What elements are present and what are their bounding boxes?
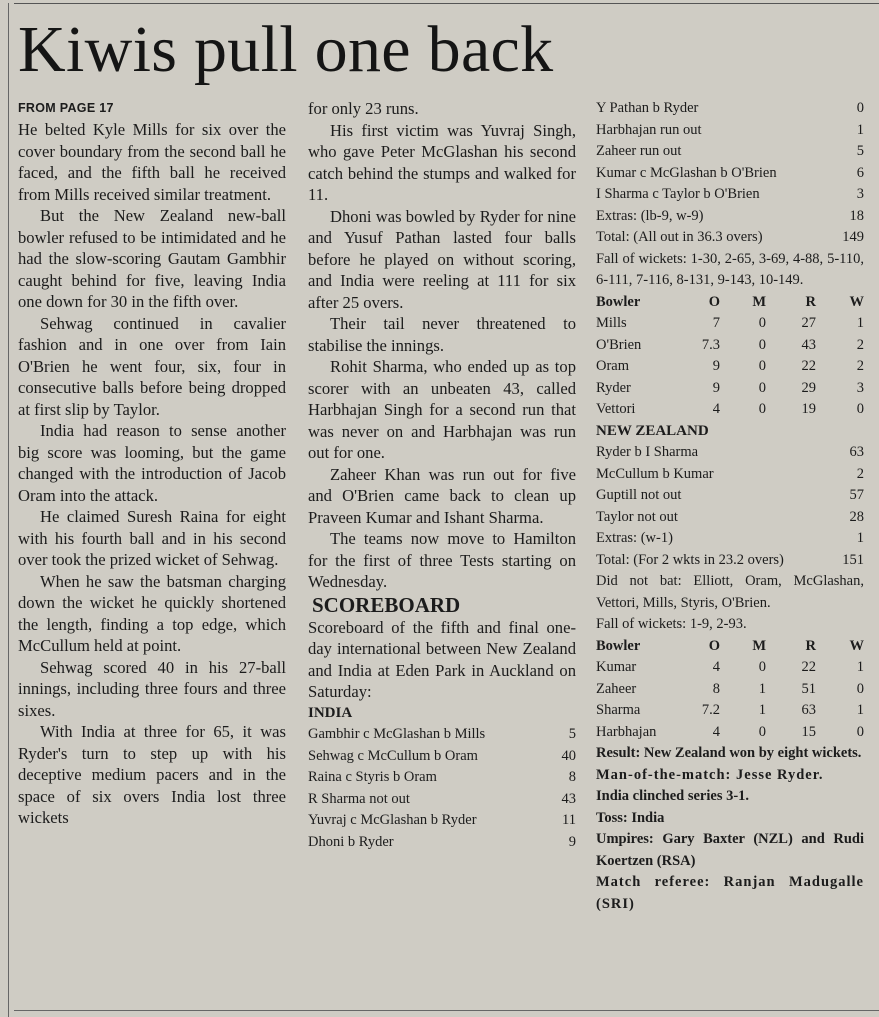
extras-row — [596, 528, 864, 550]
bowler-runs: 51 — [801, 680, 816, 697]
left-rule — [8, 3, 9, 1017]
bowler-runs: 22 — [801, 358, 816, 374]
bowler-name: Harbhajan — [596, 723, 657, 740]
article-paragraph: Zaheer Khan was run out for five and O'Brien came back to clean up Praveen Kumar and Ishant Sharma. — [308, 464, 576, 527]
bowler-runs: 43 — [801, 336, 816, 353]
bowler-overs: 7.3 — [701, 336, 720, 353]
bowler-maidens: 0 — [758, 336, 766, 353]
bowling-row — [596, 356, 864, 378]
bowler-wickets: 2 — [856, 358, 864, 374]
bowling-row — [596, 399, 864, 421]
bowler-overs: 9 — [712, 358, 720, 374]
bowling-col-maidens: M — [752, 293, 766, 310]
batsman-name: Zaheer run out — [596, 143, 682, 159]
batsman-name: Y Pathan b Ryder — [596, 100, 699, 116]
bowler-wickets: 0 — [856, 680, 864, 697]
bowling-col-maidens: M — [752, 637, 766, 654]
batsman-runs: 63 — [849, 444, 864, 460]
total-row — [596, 227, 864, 249]
bowler-runs: 19 — [801, 401, 816, 417]
toss: Toss: India — [596, 809, 665, 826]
bowler-maidens: 0 — [758, 401, 766, 417]
bowler-maidens: 0 — [758, 315, 766, 331]
scoreboard-column — [596, 98, 864, 915]
article-paragraph: Their tail never threatened to stabilise the innings. — [308, 314, 576, 355]
fall-of-wickets: Fall of wickets: 1-30, 2-65, 3-69, 4-88, 5-110, 6-111, 7-116, 8-131, 9-143, 10-149. — [596, 250, 864, 288]
bowler-maidens: 0 — [758, 723, 766, 740]
article-paragraph: Sehwag scored 40 in his 27-ball innings, including three fours and three sixes. — [18, 657, 286, 720]
article-paragraph: His first victim was Yuvraj Singh, who gave Peter McGlashan his second catch behind the stumps and walked for 11. — [308, 120, 576, 204]
batting-row — [596, 184, 864, 206]
batsman-runs: 3 — [856, 186, 864, 202]
batsman-name: R Sharma not out — [308, 790, 410, 807]
batsman-name: Raina c Styris b Oram — [308, 769, 437, 785]
batsman-runs: 57 — [849, 487, 864, 503]
batsman-name: McCullum b Kumar — [596, 465, 714, 482]
headline: Kiwis pull one back — [18, 13, 554, 86]
top-rule — [14, 3, 879, 4]
bowling-row — [596, 679, 864, 701]
total-label: Total: (All out in 36.3 overs) — [596, 229, 763, 245]
bowling-col-wickets: W — [849, 293, 864, 310]
match-result: Result: New Zealand won by eight wickets. — [596, 745, 862, 761]
article-paragraph: He belted Kyle Mills for six over the cover boundary from the second ball he faced, and the fifth ball he received from Mills received similar treatment. — [18, 120, 286, 204]
did-not-bat: Did not bat: Elliott, Oram, McGlashan, Vettori, Mills, Styris, O'Brien. — [596, 573, 864, 611]
bowler-overs: 9 — [712, 379, 720, 396]
bowler-wickets: 3 — [856, 379, 864, 396]
extras-runs: 1 — [856, 530, 864, 546]
article-paragraph: But the New Zealand new-ball bowler refused to be intimidated and he had the slow-scoring Gautam Gambhir caught behind for five, leaving India one down for 30 in the fifth over. — [18, 206, 286, 311]
bowler-wickets: 1 — [856, 659, 864, 675]
bowling-header — [596, 636, 864, 658]
batsman-runs: 2 — [856, 465, 864, 482]
batting-row — [596, 163, 864, 185]
bowling-col-runs: R — [805, 637, 816, 654]
batsman-runs: 43 — [561, 790, 576, 807]
match-referee: Match referee: Ranjan Madugalle (SRI) — [596, 874, 864, 912]
bowler-maidens: 1 — [758, 702, 766, 718]
batting-row — [308, 746, 576, 768]
bowling-row — [596, 378, 864, 400]
bowler-name: Sharma — [596, 702, 641, 718]
bowling-col-bowler: Bowler — [596, 637, 641, 654]
bowler-name: Oram — [596, 358, 630, 374]
bowler-runs: 63 — [801, 702, 816, 718]
bowler-overs: 4 — [712, 401, 720, 417]
batsman-name: Dhoni b Ryder — [308, 833, 394, 850]
batting-row — [596, 442, 864, 464]
batting-row — [596, 120, 864, 142]
total-runs: 151 — [842, 551, 864, 568]
bowler-overs: 7 — [712, 315, 720, 331]
bowler-name: Ryder — [596, 379, 631, 396]
bowling-row — [596, 657, 864, 679]
article-paragraph: Rohit Sharma, who ended up as top scorer with an unbeaten 43, called Harbhajan Singh for a second run that was never on and Harbhajan was run out for one. — [308, 357, 576, 462]
total-label: Total: (For 2 wkts in 23.2 overs) — [596, 551, 784, 568]
man-of-the-match: Man-of-the-match: Jesse Ryder. — [596, 766, 824, 783]
bowling-col-wickets: W — [849, 637, 864, 654]
batting-row — [596, 464, 864, 486]
bowler-wickets: 1 — [856, 702, 864, 718]
bowler-overs: 7.2 — [701, 702, 720, 718]
bowler-maidens: 0 — [758, 659, 766, 675]
batsman-runs: 6 — [856, 164, 864, 181]
bowler-name: Vettori — [596, 401, 636, 417]
batsman-name: Guptill not out — [596, 487, 682, 503]
article-paragraph: Dhoni was bowled by Ryder for nine and Yusuf Pathan lasted four balls before he played on without scoring, and India were reeling at 111 for six after 25 overs. — [308, 206, 576, 312]
bowler-runs: 29 — [801, 379, 816, 396]
batsman-runs: 5 — [856, 143, 864, 159]
bowling-col-runs: R — [805, 293, 816, 310]
scoreboard-intro: Scoreboard of the fifth and final one-day international between New Zealand and India at Eden Park in Auckland on Saturday: — [308, 617, 576, 701]
batsman-runs: 11 — [562, 812, 576, 828]
article-paragraph: India had reason to sense another big score was looming, but the game changed with the introduction of Jacob Oram into the attack. — [18, 421, 286, 505]
extras-row — [596, 206, 864, 228]
batsman-runs: 5 — [568, 726, 576, 742]
bowler-runs: 27 — [801, 315, 816, 331]
batsman-name: Yuvraj c McGlashan b Ryder — [308, 812, 477, 828]
scoreboard-heading: SCOREBOARD — [312, 592, 461, 617]
batsman-name: Taylor not out — [596, 508, 678, 525]
batting-row — [308, 724, 576, 746]
total-runs: 149 — [842, 229, 864, 245]
batsman-name: Gambhir c McGlashan b Mills — [308, 726, 486, 742]
umpires: Umpires: Gary Baxter (NZL) and Rudi Koertzen (RSA) — [596, 831, 864, 869]
batting-row — [596, 485, 864, 507]
bowler-overs: 8 — [712, 680, 720, 697]
batsman-runs: 8 — [568, 769, 576, 785]
extras-label: Extras: (w-1) — [596, 530, 673, 546]
bowling-row — [596, 335, 864, 357]
batting-row — [596, 98, 864, 120]
nz-team-heading: NEW ZEALAND — [596, 422, 709, 439]
bowler-wickets: 0 — [856, 723, 864, 740]
bowling-row — [596, 700, 864, 722]
extras-label: Extras: (lb-9, w-9) — [596, 207, 704, 224]
bowling-row — [596, 313, 864, 335]
bowler-name: O'Brien — [596, 336, 642, 353]
bowler-maidens: 1 — [758, 680, 766, 697]
article-paragraph: The teams now move to Hamilton for the first of three Tests starting on Wednesday. — [308, 529, 576, 591]
batsman-name: Ryder b I Sharma — [596, 444, 699, 460]
batting-row — [596, 141, 864, 163]
article-paragraph: for only 23 runs. — [308, 99, 419, 118]
bowling-col-bowler: Bowler — [596, 293, 641, 310]
bowler-maidens: 0 — [758, 379, 766, 396]
bowler-overs: 4 — [712, 659, 720, 675]
bowler-runs: 22 — [801, 659, 816, 675]
bowler-overs: 4 — [712, 723, 720, 740]
batsman-name: Sehwag c McCullum b Oram — [308, 747, 478, 764]
bottom-rule — [14, 1010, 879, 1011]
bowler-wickets: 1 — [856, 315, 864, 331]
fall-of-wickets: Fall of wickets: 1-9, 2-93. — [596, 616, 747, 632]
bowling-col-overs: O — [708, 293, 720, 310]
batting-row — [308, 810, 576, 832]
batsman-runs: 28 — [849, 508, 864, 525]
batsman-name: Kumar c McGlashan b O'Brien — [596, 164, 777, 181]
bowler-wickets: 2 — [856, 336, 864, 353]
bowler-name: Mills — [596, 315, 627, 331]
article-paragraph: Sehwag continued in cavalier fashion and in one over from Iain O'Brien he went four, six, four in consecutive balls before being dropped at first slip by Taylor. — [18, 313, 286, 419]
batsman-runs: 9 — [568, 833, 576, 850]
extras-runs: 18 — [849, 207, 864, 224]
article-paragraph: He claimed Suresh Raina for eight with his fourth ball and in his second over took the prized wicket of Sehwag. — [18, 507, 286, 569]
bowler-wickets: 0 — [856, 401, 864, 417]
bowling-header — [596, 292, 864, 314]
batsman-name: I Sharma c Taylor b O'Brien — [596, 186, 760, 202]
bowler-name: Zaheer — [596, 680, 637, 697]
bowling-col-overs: O — [708, 637, 720, 654]
india-team-heading: INDIA — [308, 704, 353, 721]
batsman-runs: 1 — [856, 121, 864, 138]
batting-row — [308, 767, 576, 789]
article-column-2 — [308, 98, 576, 853]
batsman-runs: 0 — [856, 100, 864, 116]
batting-row — [596, 507, 864, 529]
batsman-name: Harbhajan run out — [596, 121, 702, 138]
batsman-runs: 40 — [561, 747, 576, 764]
from-page-label: FROM PAGE 17 — [18, 101, 114, 115]
total-row — [596, 550, 864, 572]
article-column-1 — [18, 98, 286, 829]
bowling-row — [596, 722, 864, 744]
bowler-runs: 15 — [801, 723, 816, 740]
series-result: India clinched series 3-1. — [596, 788, 750, 804]
bowler-maidens: 0 — [758, 358, 766, 374]
bowler-name: Kumar — [596, 659, 637, 675]
batting-row — [308, 789, 576, 811]
article-paragraph: With India at three for 65, it was Ryder's turn to step up with his deceptive medium pacers and in the space of six overs India lost three wickets — [18, 722, 286, 827]
article-paragraph: When he saw the batsman charging down the wicket he quickly shortened the length, finding a top edge, which McCullum held at point. — [18, 571, 286, 655]
batting-row — [308, 832, 576, 854]
